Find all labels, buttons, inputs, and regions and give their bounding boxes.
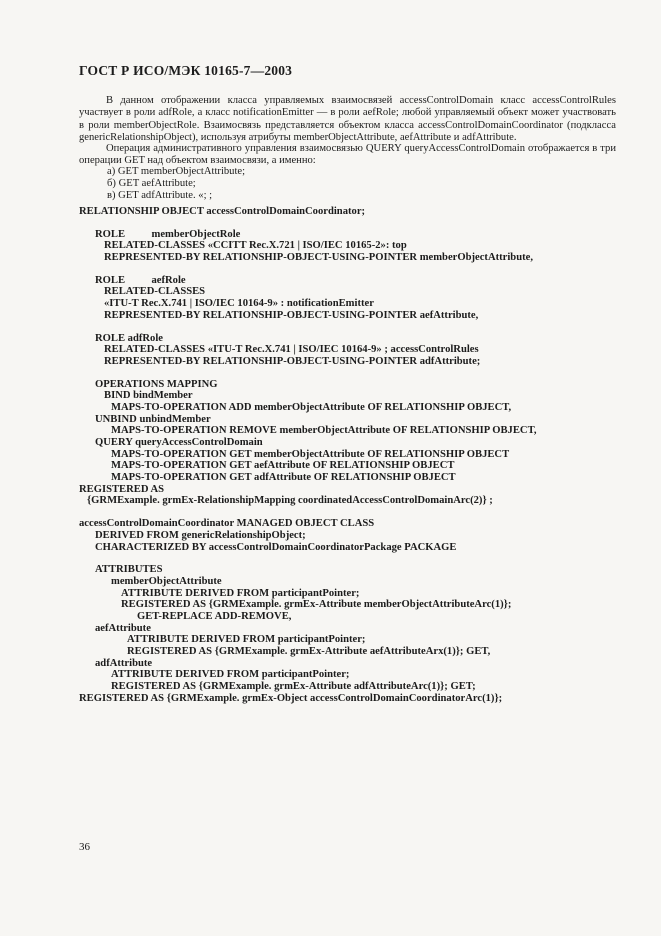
- code-line: ROLE aefRole: [95, 274, 186, 286]
- asn1-definition-block: [79, 206, 639, 704]
- code-line: ATTRIBUTE DERIVED FROM participantPointer;: [121, 587, 360, 599]
- code-line: QUERY queryAccessControlDomain: [95, 437, 263, 448]
- code-line: REGISTERED AS {GRMExample. grmEx-Attribute aefAttributeArx(1)}; GET,: [127, 646, 491, 657]
- code-line: ROLE memberObjectRole: [95, 228, 241, 240]
- intro-paragraph-1: В данном отображении класса управляемых взаимосвязей accessControlDomain класс accessControlRules участвует в роли adfRole, а класс notificationEmitter — в роли aefRole; любой управляемый объект может участвовать в роли memberObjectRole. Взаимосвязь представляется объектом класса accessControlDomainCoordinator (подкласса genericRelationshipObject), используя атрибуты memberObjectAttribute, aefAttribute и adfAttribute.: [79, 95, 616, 143]
- code-line: REPRESENTED-BY RELATIONSHIP-OBJECT-USING-POINTER aefAttribute,: [104, 309, 479, 321]
- code-line: MAPS-TO-OPERATION REMOVE memberObjectAttribute OF RELATIONSHIP OBJECT,: [111, 425, 537, 437]
- code-line: GET-REPLACE ADD-REMOVE,: [137, 610, 292, 622]
- code-line: REPRESENTED-BY RELATIONSHIP-OBJECT-USING-POINTER adfAttribute;: [104, 355, 481, 367]
- code-line: ATTRIBUTE DERIVED FROM participantPointer;: [127, 634, 366, 646]
- page-header-title: ГОСТ Р ИСО/МЭК 10165-7—2003: [79, 63, 293, 78]
- list-item: а) GET memberObjectAttribute;: [107, 166, 246, 177]
- code-line: MAPS-TO-OPERATION GET aefAttribute OF RELATIONSHIP OBJECT: [111, 460, 455, 472]
- code-line: ATTRIBUTE DERIVED FROM participantPointer;: [111, 669, 350, 681]
- code-line: MAPS-TO-OPERATION GET memberObjectAttribute OF RELATIONSHIP OBJECT: [111, 448, 510, 460]
- code-line: adfAttribute: [95, 657, 153, 669]
- code-line: REPRESENTED-BY RELATIONSHIP-OBJECT-USING-POINTER memberObjectAttribute,: [104, 252, 533, 264]
- code-line: MAPS-TO-OPERATION ADD memberObjectAttribute OF RELATIONSHIP OBJECT,: [111, 401, 512, 413]
- code-line: ATTRIBUTES: [95, 564, 163, 576]
- code-line: REGISTERED AS: [79, 483, 165, 495]
- code-line: DERIVED FROM genericRelationshipObject;: [95, 529, 306, 541]
- code-line: UNBIND unbindMember: [95, 413, 211, 425]
- intro-paragraph-2: Операция административного управления взаимосвязью QUERY queryAccessControlDomain отображается в три операции GET над объектом взаимосвязи, а именно:: [79, 143, 616, 167]
- list-item: в) GET adfAttribute. «; ;: [107, 189, 213, 201]
- code-line: OPERATIONS MAPPING: [95, 378, 218, 390]
- code-line: RELATED-CLASSES «CCITT Rec.X.721 | ISO/IEC 10165-2»: top: [104, 240, 407, 252]
- code-line: MAPS-TO-OPERATION GET adfAttribute OF RELATIONSHIP OBJECT: [111, 472, 456, 484]
- code-line: aefAttribute: [95, 622, 151, 634]
- code-line: ROLE adfRole: [95, 332, 163, 344]
- code-line: RELATED-CLASSES «ITU-T Rec.X.741 | ISO/IEC 10164-9» ; accessControlRules: [104, 344, 479, 356]
- code-line: accessControlDomainCoordinator MANAGED OBJECT CLASS: [79, 518, 375, 530]
- code-line: RELATIONSHIP OBJECT accessControlDomainCoordinator;: [79, 206, 366, 217]
- code-line: REGISTERED AS {GRMExample. grmEx-Object accessControlDomainCoordinatorArc(1)};: [79, 692, 503, 704]
- code-line: REGISTERED AS {GRMExample. grmEx-Attribute adfAttributeArc(1)}; GET;: [111, 681, 476, 693]
- operations-list: [107, 166, 245, 201]
- list-item: б) GET aefAttribute;: [107, 177, 196, 189]
- code-line: {GRMExample. grmEx-RelationshipMapping coordinatedAccessControlDomainArc(2)} ;: [87, 495, 493, 507]
- page-number: 36: [79, 841, 90, 853]
- code-line: «ITU-T Rec.X.741 | ISO/IEC 10164-9» : notificationEmitter: [104, 298, 374, 310]
- code-line: CHARACTERIZED BY accessControlDomainCoordinatorPackage PACKAGE: [95, 541, 457, 553]
- code-line: RELATED-CLASSES: [104, 286, 206, 298]
- code-line: BIND bindMember: [104, 390, 193, 402]
- code-line: memberObjectAttribute: [111, 575, 222, 587]
- code-line: REGISTERED AS {GRMExample. grmEx-Attribute memberObjectAttributeArc(1)};: [121, 599, 512, 611]
